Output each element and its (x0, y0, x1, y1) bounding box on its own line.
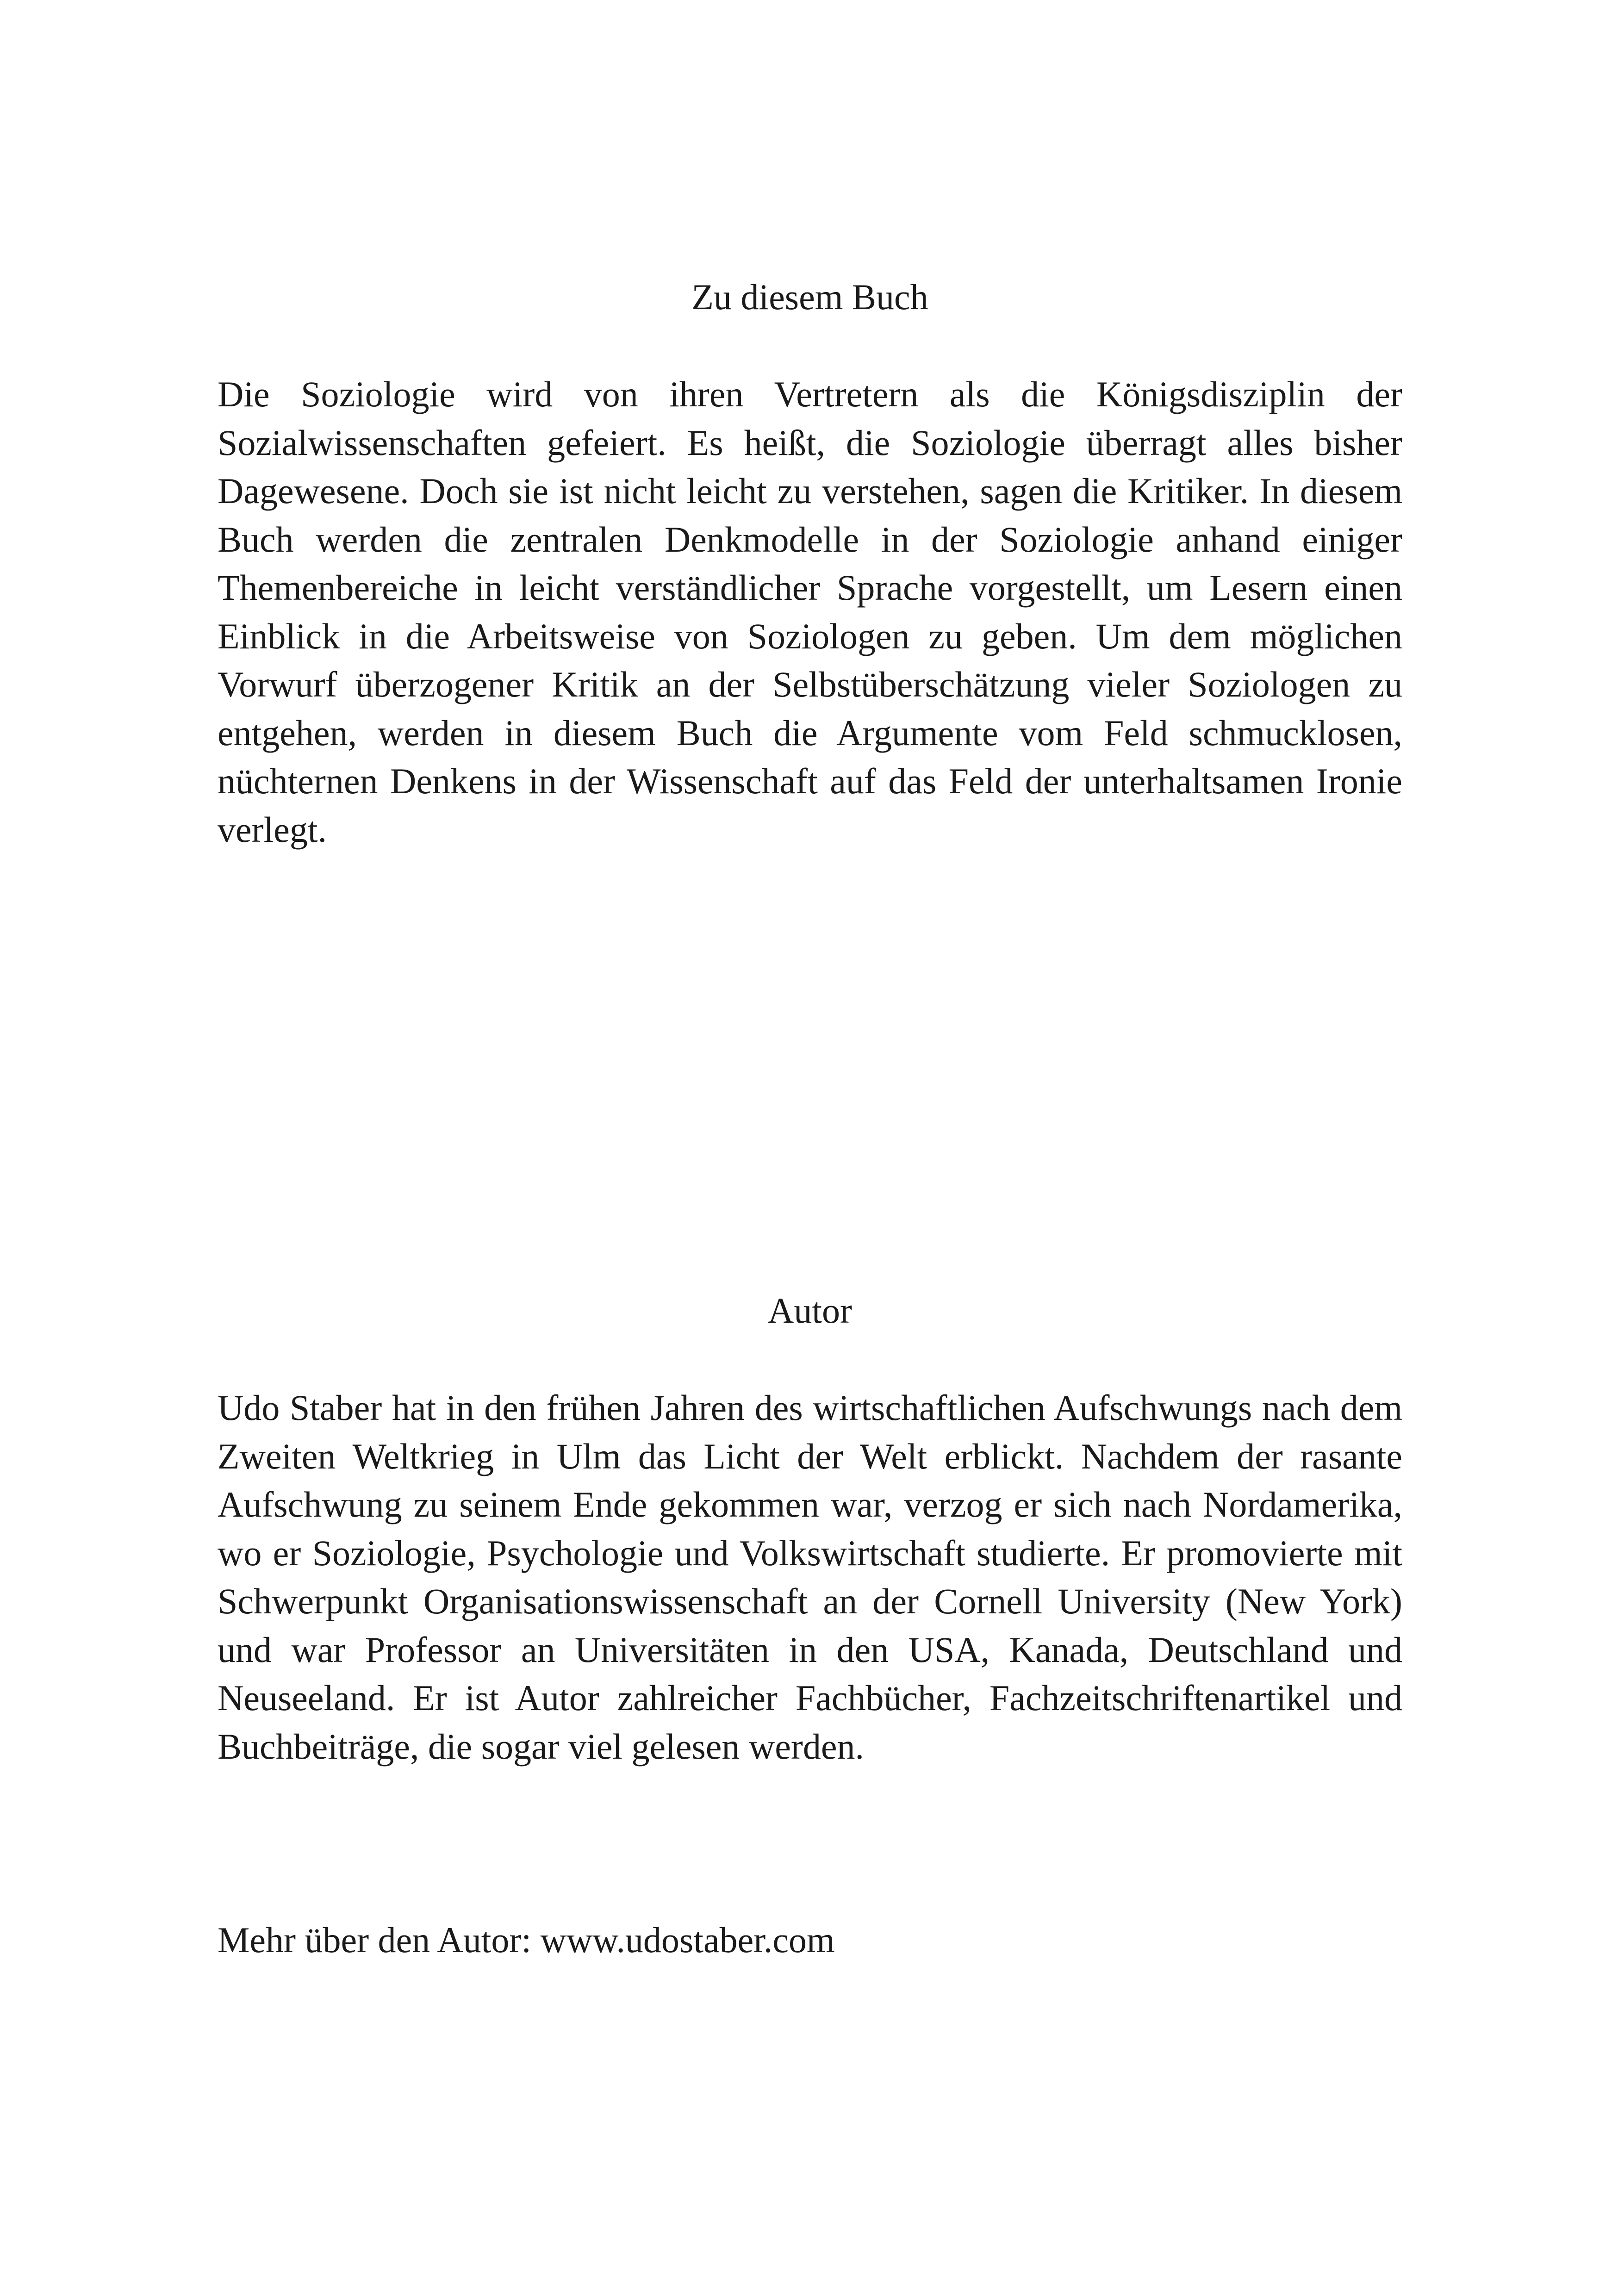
author-section-heading: Autor (768, 1290, 852, 1331)
author-bio-paragraph: Udo Staber hat in den frühen Jahren des wirtschaftlichen Aufschwungs nach dem Zweiten Weltkrieg in Ulm das Licht der Welt erblickt. Nachdem der rasante Aufschwung zu seinem Ende gekommen war, verzog er sich nach Nordamerika, wo er Soziologie, Psychologie und Volkswirtschaft studierte. Er promovierte mit Schwerpunkt Organisationswissenschaft an der Cornell University (New York) und war Professor an Universitäten in den USA, Kanada, Deutschland und Neuseeland. Er ist Autor zahlreicher Fachbücher, Fachzeitschriftenartikel und Buchbeiträge, die sogar viel gelesen werden. (218, 1388, 1402, 1767)
book-description-paragraph: Die Soziologie wird von ihren Vertretern als die Königsdisziplin der Sozialwissenschaften gefeiert. Es heißt, die Soziologie überragt alles bisher Dagewesene. Doch sie ist nicht leicht zu verstehen, sagen die Kritiker. In diesem Buch werden die zentralen Denkmodelle in der Soziologie anhand einiger Themenbereiche in leicht verständlicher Sprache vorgestellt, um Lesern einen Einblick in die Arbeitsweise von Soziologen zu geben. Um dem möglichen Vorwurf überzogener Kritik an der Selbstüberschätzung vieler Soziologen zu entgehen, werden in diesem Buch die Argumente vom Feld schmucklosen, nüchternen Denkens in der Wissenschaft auf das Feld der unterhaltsamen Ironie verlegt. (218, 374, 1402, 850)
author-website-line: Mehr über den Autor: www.udostaber.com (218, 1920, 835, 1960)
book-section-heading: Zu diesem Buch (691, 277, 928, 317)
